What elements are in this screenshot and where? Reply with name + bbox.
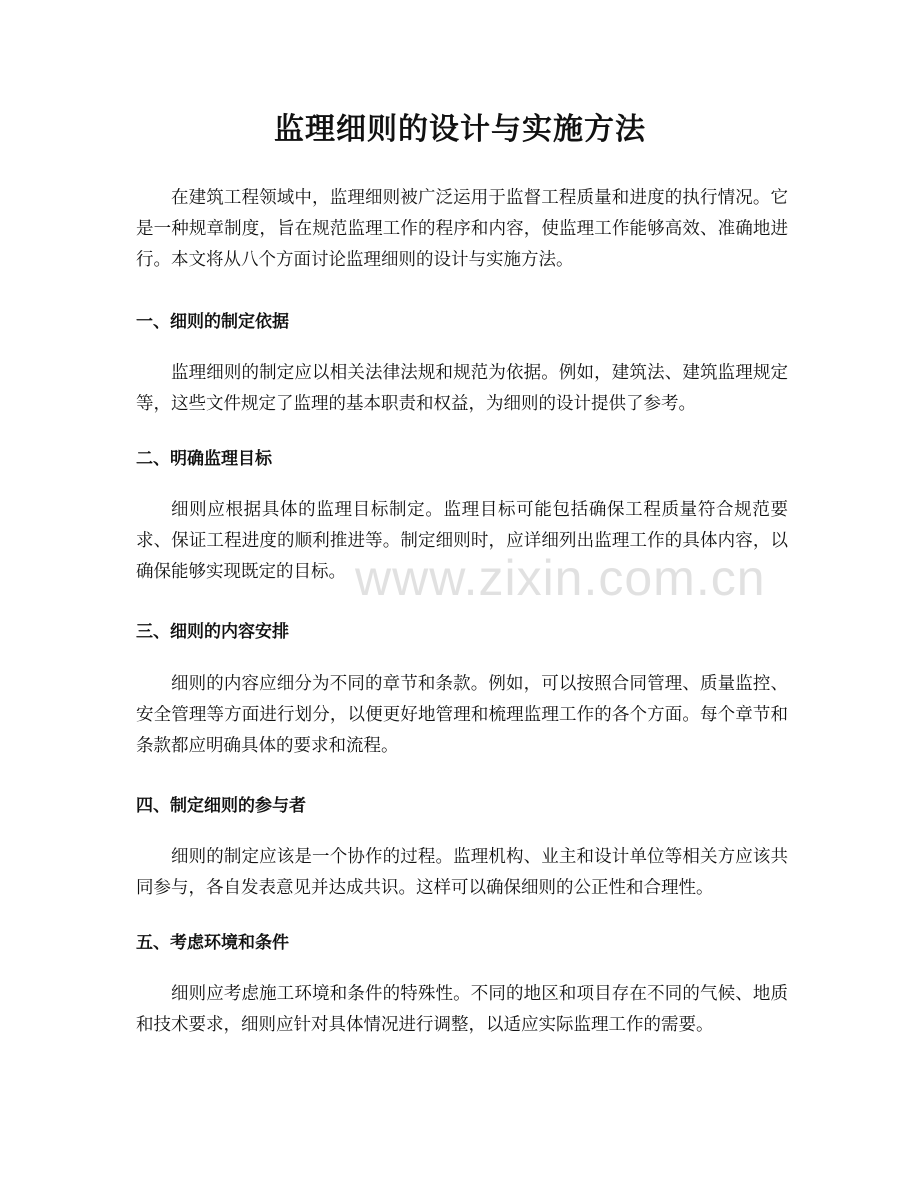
section-body-3: 细则的内容应细分为不同的章节和条款。例如，可以按照合同管理、质量监控、安全管理等方面进行划分，以便更好地管理和梳理监理工作的各个方面。每个章节和条款都应明确具体的要求和流程。 [136, 674, 788, 756]
section-body-1: 监理细则的制定应以相关法律法规和规范为依据。例如，建筑法、建筑监理规定等，这些文件规定了监理的基本职责和权益，为细则的设计提供了参考。 [136, 363, 788, 414]
section-heading-5: 五、考虑环境和条件 [136, 933, 289, 953]
page-title: 监理细则的设计与实施方法 [274, 112, 646, 147]
intro-paragraph: 在建筑工程领域中，监理细则被广泛运用于监督工程质量和进度的执行情况。它是一种规章制度，旨在规范监理工作的程序和内容，使监理工作能够高效、准确地进行。本文将从八个方面讨论监理细则的设计与实施方法。 [136, 188, 788, 270]
section-heading-2: 二、明确监理目标 [136, 449, 272, 469]
watermark: www.zixin.com.cn [355, 550, 766, 606]
section-heading-4: 四、制定细则的参与者 [136, 796, 306, 816]
section-heading-3: 三、细则的内容安排 [136, 622, 289, 642]
section-body-4: 细则的制定应该是一个协作的过程。监理机构、业主和设计单位等相关方应该共同参与，各自发表意见并达成共识。这样可以确保细则的公正性和合理性。 [136, 847, 788, 898]
section-body-5: 细则应考虑施工环境和条件的特殊性。不同的地区和项目存在不同的气候、地质和技术要求，细则应针对具体情况进行调整，以适应实际监理工作的需要。 [136, 984, 788, 1035]
section-body-2: 细则应根据具体的监理目标制定。监理目标可能包括确保工程质量符合规范要求、保证工程进度的顺利推进等。制定细则时，应详细列出监理工作的具体内容，以确保能够实现既定的目标。 [136, 500, 788, 582]
section-heading-1: 一、细则的制定依据 [136, 312, 289, 332]
